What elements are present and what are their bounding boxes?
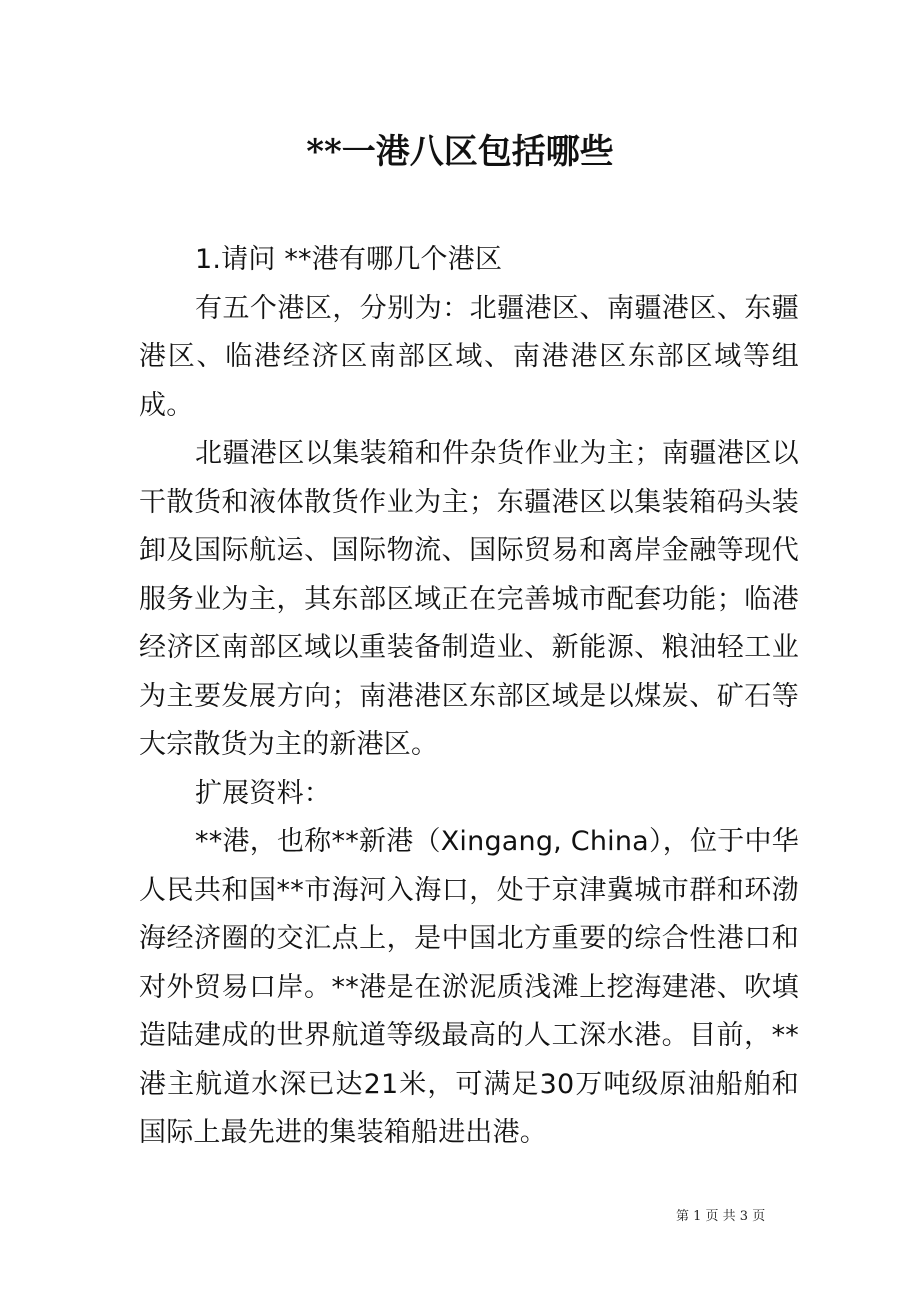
paragraph-port-functions: 北疆港区以集装箱和件杂货作业为主；南疆港区以干散货和液体散货作业为主；东疆港区以集装箱码头装卸及国际航运、国际物流、国际贸易和离岸金融等现代服务业为主，其东部区域正在完善城市配套功能；临港经济区南部区域以重装备制造业、新能源、粮油轻工业为主要发展方向；南港港区东部区域是以煤炭、矿石等大宗散货为主的新港区。 <box>139 438 799 760</box>
paragraph-extended-heading: 扩展资料： <box>195 777 331 809</box>
page-number-footer: 第 1 页 共 3 页 <box>676 1209 766 1224</box>
paragraph-answer: 有五个港区，分别为：北疆港区、南疆港区、东疆港区、临港经济区南部区域、南港港区东部区域等组成。 <box>139 292 799 421</box>
document-title: **一港八区包括哪些 <box>306 132 614 172</box>
paragraph-port-description: **港，也称**新港（Xingang, China），位于中华人民共和国**市海河入海口，处于京津冀城市群和环渤海经济圈的交汇点上，是中国北方重要的综合性港口和对外贸易口岸。**港是在淤泥质浅滩上挖海建港、吹填造陆建成的世界航道等级最高的人工深水港。目前，**港主航道水深已达21米，可满足30万吨级原油船舶和国际上最先进的集装箱船进出港。 <box>139 826 799 1148</box>
document-body <box>139 236 799 1158</box>
paragraph-question: 1.请问 **港有哪几个港区 <box>195 244 503 275</box>
